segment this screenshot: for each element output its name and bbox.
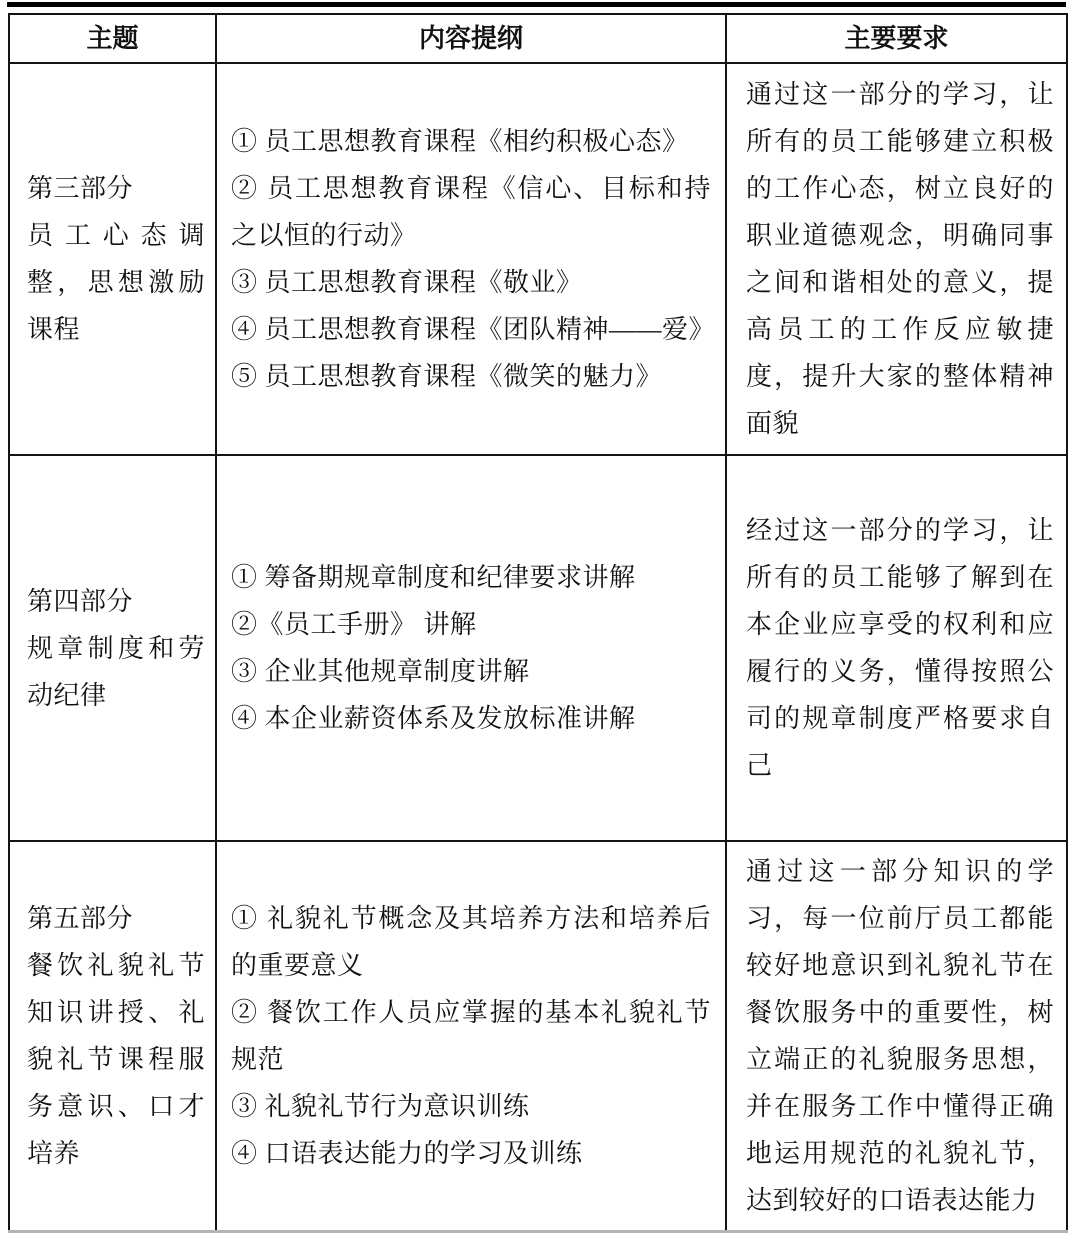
topic-text: 规章制度和劳动纪律 <box>27 633 205 710</box>
header-cell-requirements: 主要要求 <box>726 14 1067 63</box>
outline-item: ③ 礼貌礼节行为意识训练 <box>231 1091 530 1121</box>
table-header-row <box>9 14 1067 63</box>
outline-item: ① 员工思想教育课程《相约积极心态》 <box>231 127 689 156</box>
table-row-part-5 <box>9 841 1067 1231</box>
topic-text: 员工心态调整，思想激励课程 <box>27 221 205 344</box>
outline-item: ②《员工手册》 讲解 <box>231 610 477 639</box>
requirements-cell <box>726 455 1067 841</box>
table-row-part-4 <box>9 455 1067 841</box>
topic-cell <box>9 841 216 1231</box>
part-label: 第四部分 <box>27 586 134 616</box>
topic-cell <box>9 455 216 841</box>
outline-item: ① 礼貌礼节概念及其培养方法和培养后的重要意义 <box>231 903 711 980</box>
requirements-text: 经过这一部分的学习，让所有的员工能够了解到在本企业应享受的权利和应履行的义务，懂得按照公司的规章制度严格要求自己 <box>746 516 1054 780</box>
outline-item: ⑤ 员工思想教育课程《微笑的魅力》 <box>231 362 663 391</box>
part-label: 第五部分 <box>27 903 134 933</box>
outline-cell <box>216 841 726 1231</box>
topic-text: 餐饮礼貌礼节知识讲授、礼貌礼节课程服务意识、口才培养 <box>27 950 205 1168</box>
outline-item: ① 筹备期规章制度和纪律要求讲解 <box>231 563 636 592</box>
outline-item: ④ 口语表达能力的学习及训练 <box>231 1138 583 1168</box>
requirements-text: 通过这一部分的学习，让所有的员工能够建立积极的工作心态，树立良好的职业道德观念，明确同事之间和谐相处的意义，提高员工的工作反应敏捷度，提升大家的整体精神面貌 <box>746 80 1054 438</box>
outline-item: ② 员工思想教育课程《信心、目标和持之以恒的行动》 <box>231 174 711 250</box>
topic-cell <box>9 63 216 455</box>
header-cell-topic: 主题 <box>9 14 216 63</box>
training-course-table <box>8 13 1068 1233</box>
page-top-rule <box>7 2 1066 7</box>
requirements-text: 通过这一部分知识的学习，每一位前厅员工都能较好地意识到礼貌礼节在餐饮服务中的重要性，树立端正的礼貌服务思想，并在服务工作中懂得正确地运用规范的礼貌礼节，达到较好的口语表达能力 <box>746 856 1054 1215</box>
outline-item: ④ 本企业薪资体系及发放标准讲解 <box>231 704 636 733</box>
outline-item: ③ 企业其他规章制度讲解 <box>231 657 530 686</box>
outline-item: ④ 员工思想教育课程《团队精神——爱》 <box>231 315 716 344</box>
header-cell-outline: 内容提纲 <box>216 14 726 63</box>
part-label: 第三部分 <box>27 174 134 203</box>
outline-cell <box>216 455 726 841</box>
requirements-cell <box>726 841 1067 1231</box>
table-row-part-3 <box>9 63 1067 455</box>
outline-cell <box>216 63 726 455</box>
requirements-cell <box>726 63 1067 455</box>
outline-item: ② 餐饮工作人员应掌握的基本礼貌礼节规范 <box>231 997 711 1074</box>
outline-item: ③ 员工思想教育课程《敬业》 <box>231 268 583 297</box>
